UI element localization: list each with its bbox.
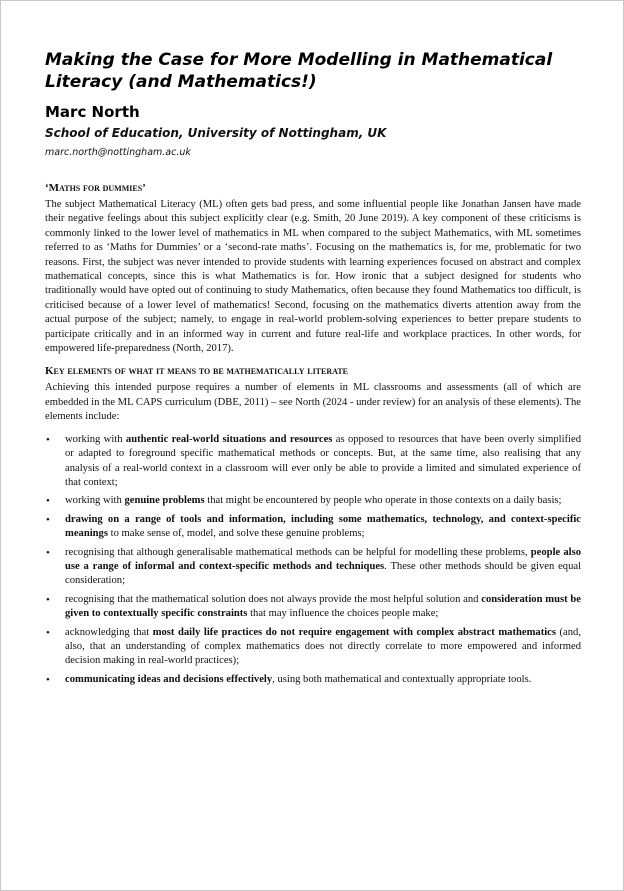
author-affiliation: School of Education, University of Nottingham, UK (45, 126, 387, 140)
list-item (45, 494, 581, 508)
list-item-text: as opposed to resources that have been overly simplified or adapted to foreground specific mathematical methods or concepts. But, at the same time, also realising that any analysis of a real-world context in a classroom will ever only be able to provide a limited and simulated experience of that context; (65, 433, 581, 488)
list-item-text: recognising that although generalisable mathematical methods can be helpful for modelling these problems, (65, 546, 531, 558)
list-item-emphasis: authentic real-world situations and resources (125, 433, 333, 445)
section-paragraph: The subject Mathematical Literacy (ML) often gets bad press, and some influential people like Jonathan Jansen have made their negative feelings about this subject explicitly clear (e.g. Smith, 20 June 2019). A key component of these criticisms is commonly linked to the lower level of mathematics in ML when compared to the subject Mathematics, with ML sometimes referred to as ‘Maths for Dummies’ or a ‘second-rate maths’. Focusing on the mathematics is, for me, problematic for two reasons. First, the subject was never intended to provide students with learning experiences focused on abstract and complex mathematical concepts, since this is what Mathematics is for. How ironic that a subject designed for students who traditionally would have opted out of continuing to study Mathematics, often because they found Mathematics too difficult, is criticised because of a lower level of mathematics! Second, focusing on the mathematics diverts attention away from the actual purpose of the subject; namely, to engage in real-world problem-solving experiences to better prepare students to participate critically and in an informed way in current and future real-life and workplace practices. In other words, for empowered life-preparedness (North, 2017). (45, 199, 581, 355)
list-item-text: . These other methods should be given equal consideration; (65, 560, 582, 587)
list-item-text: recognising that the mathematical solution does not always provide the most helpful solution and (65, 593, 482, 605)
list-item-emphasis: consideration must be given to contextually specific constraints (65, 593, 581, 620)
list-item-text: acknowledging that (65, 626, 153, 638)
bullet-icon: • (46, 513, 50, 526)
elements-bullet-list (45, 433, 581, 688)
list-item-text: that might be encountered by people who operate in those contexts on a daily basis; (204, 495, 562, 507)
list-item-text: , using both mathematical and contextually appropriate tools. (272, 673, 532, 685)
list-item (45, 513, 581, 542)
bullet-icon: • (46, 626, 50, 639)
author-email[interactable]: marc.north@nottingham.ac.uk (45, 147, 191, 158)
list-item-text: working with (65, 495, 125, 507)
list-item-text: (and, also, that an understanding of complex mathematics does not directly correlate to more empowered and informed decision making in real-world practices); (65, 626, 582, 667)
bullet-icon: • (46, 593, 50, 606)
list-item-text: that may influence the choices people make; (247, 608, 439, 620)
author-name: Marc North (45, 103, 140, 121)
paper-title: Making the Case for More Modelling in Mathematical Literacy (and Mathematics!) (45, 50, 553, 92)
list-item-emphasis: most daily life practices do not require engagement with complex abstract mathematics (152, 626, 556, 638)
list-item-text: to make sense of, model, and solve these genuine problems; (107, 528, 365, 540)
bullet-icon: • (46, 546, 50, 559)
bullet-icon: • (46, 673, 50, 686)
page-content (45, 49, 581, 691)
list-item-text: working with (65, 433, 126, 445)
bullet-icon: • (46, 433, 50, 446)
list-item (45, 593, 581, 622)
list-item-emphasis: drawing on a range of tools and information, including some mathematics, technology, and context-specific meanings (65, 513, 581, 540)
section-heading-maths-for-dummies: ‘Maths for dummies’ (45, 182, 146, 194)
list-item (45, 626, 581, 669)
list-item (45, 433, 581, 491)
section-paragraph: Achieving this intended purpose requires a number of elements in ML classrooms and assessments (all of which are embedded in the ML CAPS curriculum (DBE, 2011) – see North (2024 - under review) for an analysis of these elements). The elements include: (45, 382, 581, 423)
section-heading-key-elements: Key elements of what it means to be mathematically literate (45, 365, 348, 378)
list-item-emphasis: communicating ideas and decisions effectively (65, 673, 273, 685)
list-item-emphasis: people also use a range of informal and context-specific methods and techniques (65, 546, 581, 572)
bullet-icon: • (46, 495, 50, 508)
list-item-emphasis: genuine problems (124, 495, 205, 507)
list-item (45, 546, 581, 589)
list-item (45, 673, 581, 687)
